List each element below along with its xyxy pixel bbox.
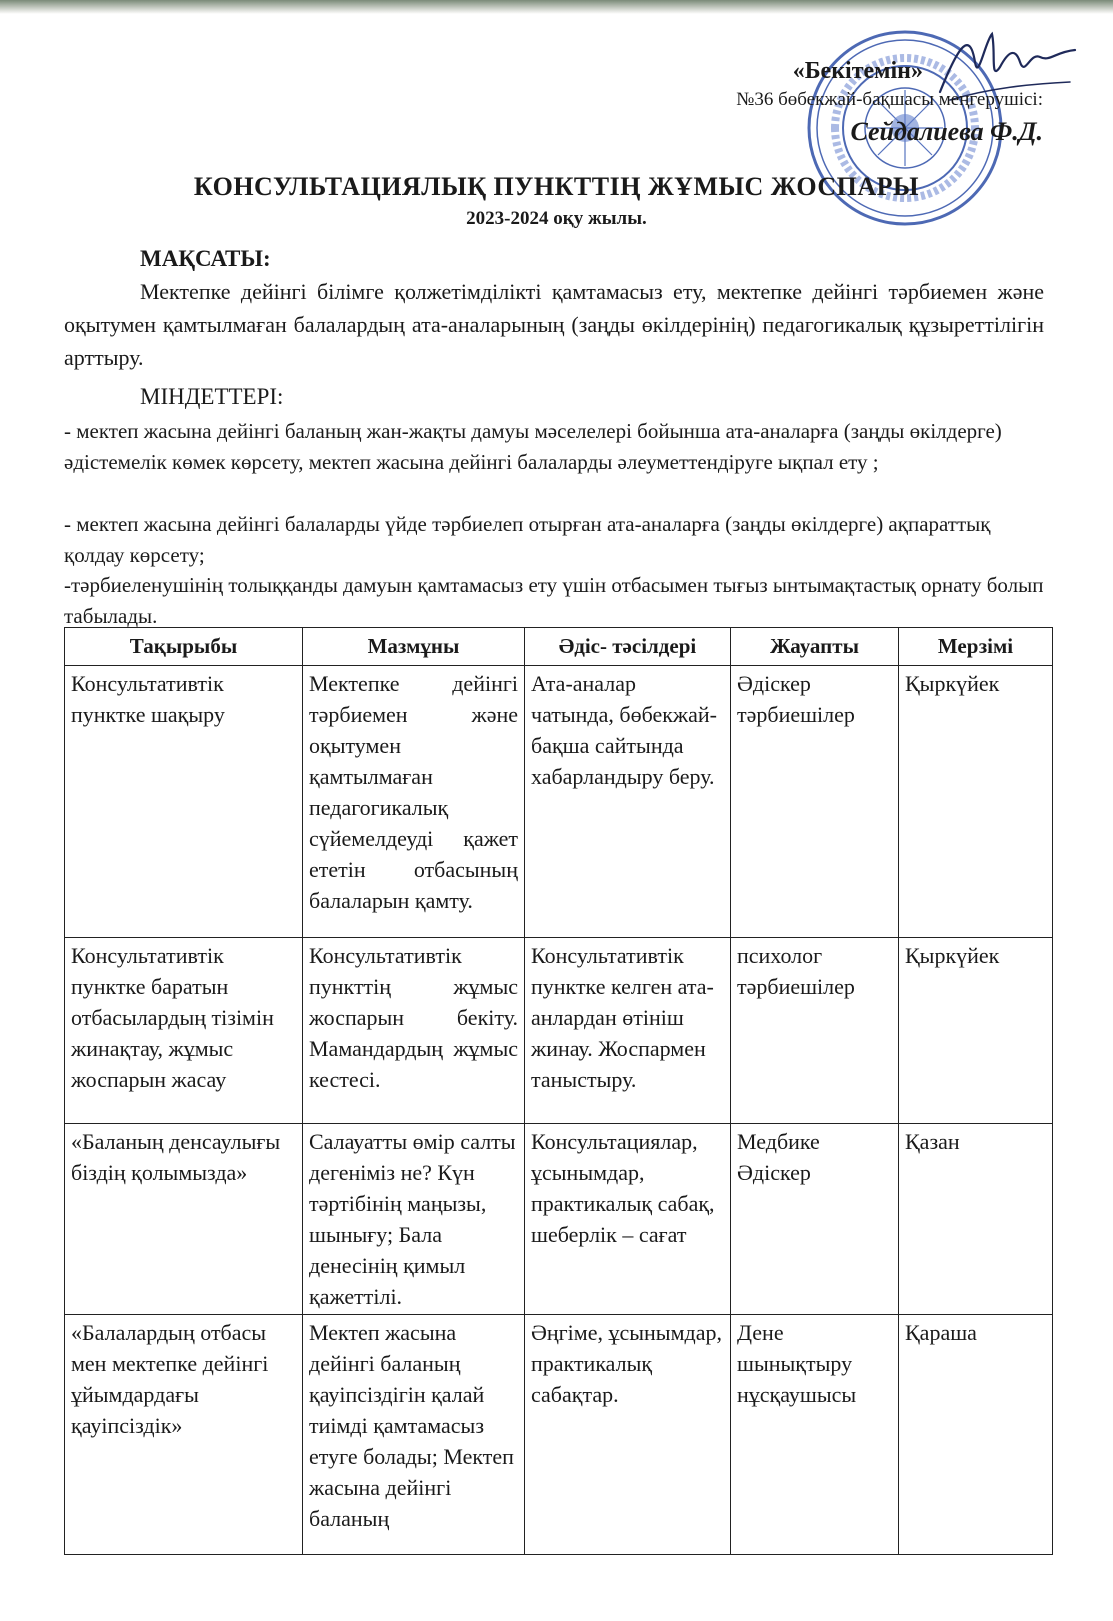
cell-term: Қыркүйек xyxy=(899,666,1053,938)
cell-content: Мектеп жасына дейінгі баланың қауіпсіздігін қалай тиімді қамтамасыз етуге болады; Мектеп жасына дейінгі баланың xyxy=(303,1315,525,1555)
cell-responsible: психолог тәрбиешілер xyxy=(731,938,899,1124)
plan-table xyxy=(64,627,1053,1555)
cell-content: Мектепке дейінгі тәрбиемен және оқытумен қамтылмаған педагогикалық сүйемелдеуді қажет ететін отбасының балаларын қамту. xyxy=(303,666,525,938)
approval-block xyxy=(736,58,1043,147)
task-item-3: -тәрбиеленушінің толыққанды дамуын қамтамасыз ету үшін отбасымен тығыз ынтымақтастық орнату болып табылады. xyxy=(64,573,1044,628)
goals-heading: МАҚСАТЫ: xyxy=(140,246,271,271)
column-header-methods: Әдіс- тәсілдері xyxy=(525,628,731,666)
document-title: КОНСУЛЬТАЦИЯЛЫҚ ПУНКТТІҢ ЖҰМЫС ЖОСПАРЫ xyxy=(193,172,920,201)
cell-term: Қыркүйек xyxy=(899,938,1053,1124)
table-header-row xyxy=(65,628,1053,666)
table-row xyxy=(65,1315,1053,1555)
cell-methods: Ата-аналар чатында, бөбекжай-бақша сайтында хабарландыру беру. xyxy=(525,666,731,938)
cell-responsible: Әдіскер тәрбиешілер xyxy=(731,666,899,938)
cell-methods: Әңгіме, ұсынымдар, практикалық сабақтар. xyxy=(525,1315,731,1555)
table-row xyxy=(65,938,1053,1124)
task-item-2: - мектеп жасына дейінгі балаларды үйде тәрбиелеп отырған ата-аналарға (заңды өкілдерге) ақпараттық қолдау көрсету; xyxy=(64,512,991,567)
task-item-1: - мектеп жасына дейінгі баланың жан-жақты дамуы мәселелері бойынша ата-аналарға (заңды өкілдерге) әдістемелік көмек көрсету, мектеп жасына дейінгі балаларды әлеуметтендіруге ықпал ету ; xyxy=(64,419,1002,474)
column-header-term: Мерзімі xyxy=(899,628,1053,666)
table-row xyxy=(65,1124,1053,1315)
cell-methods: Консультативтік пунктке келген ата-анлардан өтініш жинау. Жоспармен таныстыру. xyxy=(525,938,731,1124)
photo-top-edge xyxy=(0,0,1113,14)
approval-name: Сейдалиева Ф.Д. xyxy=(850,117,1043,146)
cell-topic: «Балалардың отбасы мен мектепке дейінгі ұйымдардағы қауіпсіздік» xyxy=(65,1315,303,1555)
document-year: 2023-2024 оқу жылы. xyxy=(466,208,647,229)
goals-text: Мектепке дейінгі білімге қолжетімділікті қамтамасыз ету, мектепке дейінгі тәрбиемен және оқытумен қамтылмаған балалардың ата-аналарының (заңды өкілдерінің) педагогикалық құзыреттілігін арттыру. xyxy=(64,279,1044,370)
tasks-heading: МІНДЕТТЕРІ: xyxy=(140,384,284,409)
cell-term: Қараша xyxy=(899,1315,1053,1555)
cell-topic: Консультативтік пунктке шақыру xyxy=(65,666,303,938)
cell-responsible: Медбике Әдіскер xyxy=(731,1124,899,1315)
approval-title: «Бекітемін» xyxy=(792,58,923,84)
cell-methods: Консультациялар, ұсынымдар, практикалық сабақ, шеберлік – сағат xyxy=(525,1124,731,1315)
approval-position: №36 бөбекжай-бақшасы меңгерушісі: xyxy=(736,89,1043,110)
cell-term: Қазан xyxy=(899,1124,1053,1315)
cell-topic: «Баланың денсаулығы біздің қолымызда» xyxy=(65,1124,303,1315)
cell-content: Салауатты өмір салты дегеніміз не? Күн тәртібінің маңызы, шынығу; Бала денесінің қимыл қажеттілі. xyxy=(303,1124,525,1315)
cell-topic: Консультативтік пунктке баратын отбасылардың тізімін жинақтау, жұмыс жоспарын жасау xyxy=(65,938,303,1124)
column-header-content: Мазмұны xyxy=(303,628,525,666)
cell-content: Консультативтік пункттің жұмыс жоспарын бекіту. Мамандардың жұмыс кестесі. xyxy=(303,938,525,1124)
cell-responsible: Дене шынықтыру нұсқаушысы xyxy=(731,1315,899,1555)
table-row xyxy=(65,666,1053,938)
column-header-topic: Тақырыбы xyxy=(65,628,303,666)
column-header-responsible: Жауапты xyxy=(731,628,899,666)
